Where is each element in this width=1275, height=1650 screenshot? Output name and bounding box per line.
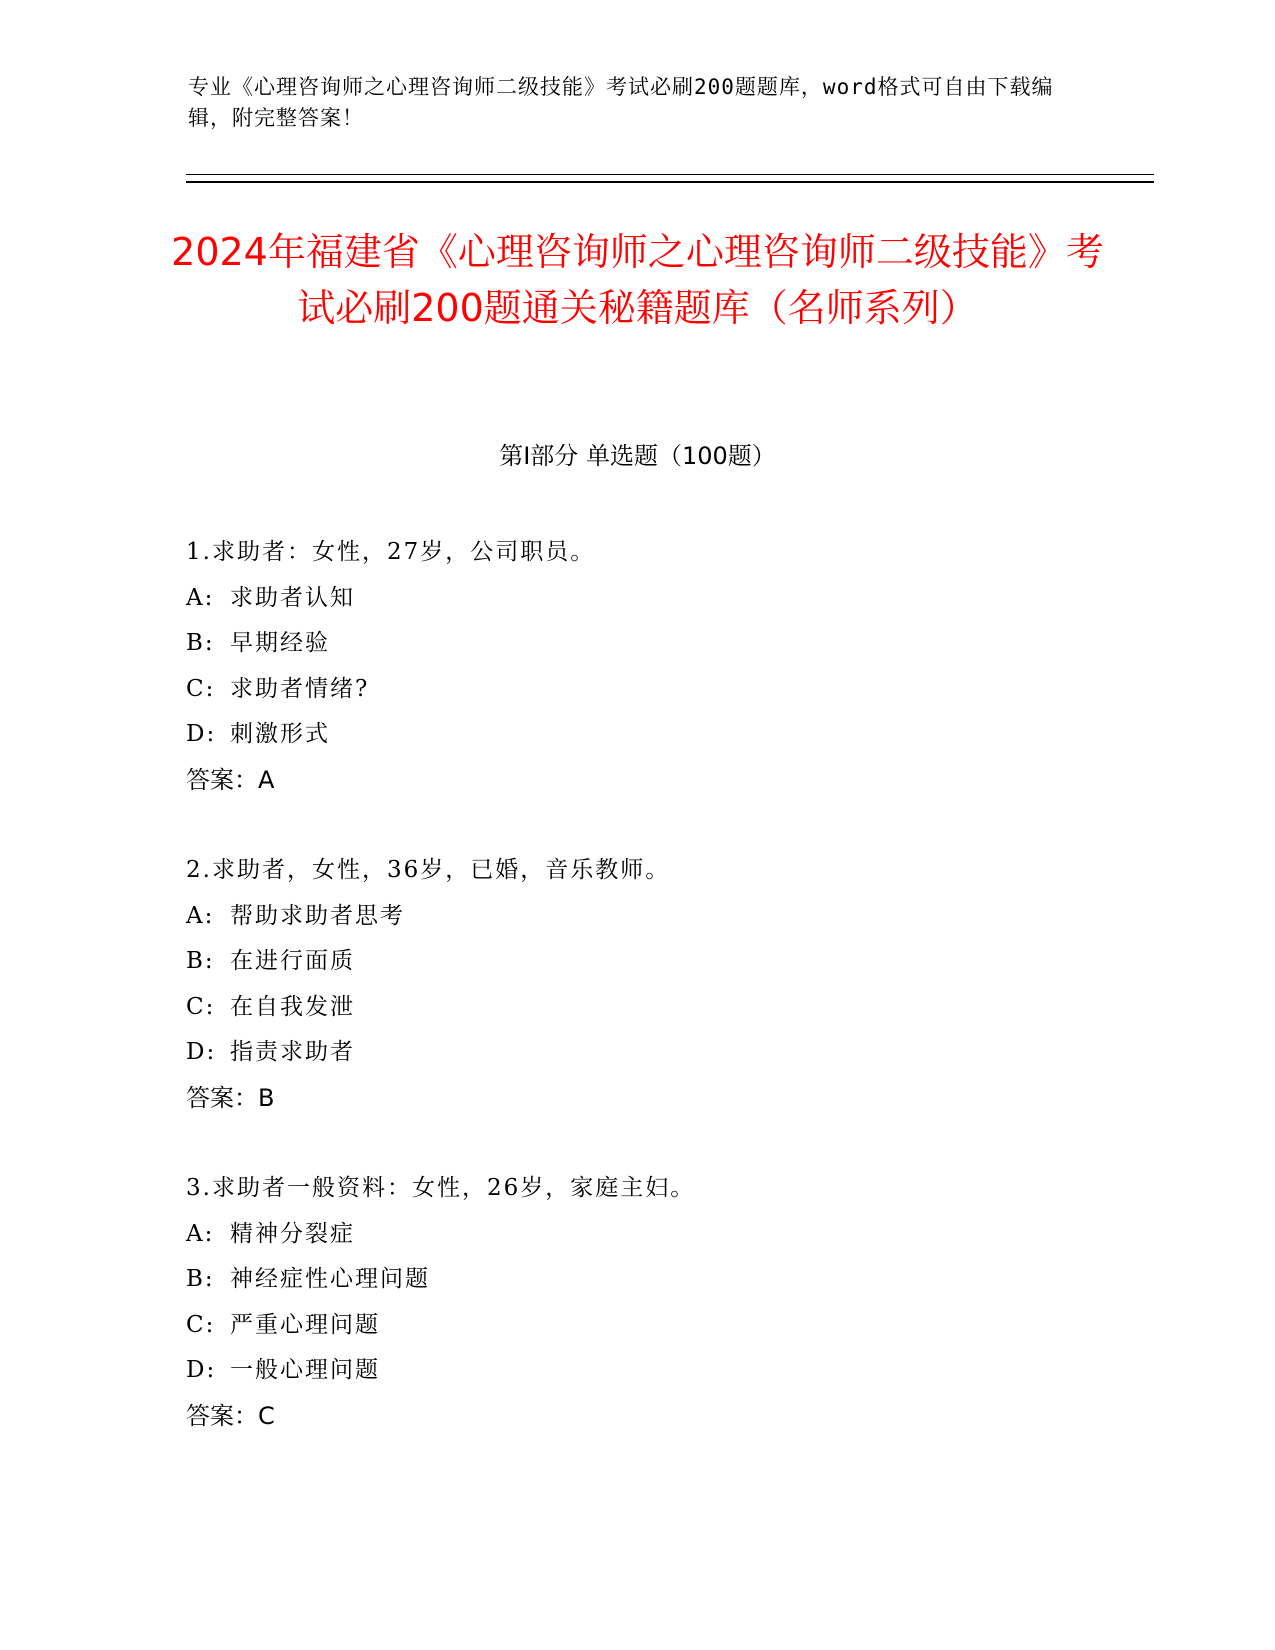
option-letter: D: bbox=[186, 1357, 217, 1383]
option-a bbox=[186, 1212, 1086, 1258]
option-text: 在自我发泄 bbox=[230, 993, 355, 1020]
option-letter: D: bbox=[186, 1039, 217, 1065]
option-text: 帮助求助者思考 bbox=[230, 902, 405, 929]
option-letter: A: bbox=[186, 902, 215, 929]
option-letter: C: bbox=[186, 993, 216, 1020]
option-text: 指责求助者 bbox=[230, 1039, 355, 1065]
option-c bbox=[186, 985, 1086, 1031]
question-list bbox=[186, 530, 1086, 1484]
option-a bbox=[186, 576, 1086, 622]
option-letter: C: bbox=[186, 675, 216, 702]
question-item bbox=[186, 848, 1086, 1121]
question-item bbox=[186, 530, 1086, 803]
option-text: 早期经验 bbox=[230, 630, 330, 656]
option-letter: B: bbox=[186, 1266, 215, 1292]
option-b bbox=[186, 939, 1086, 985]
option-text: 神经症性心理问题 bbox=[230, 1266, 430, 1292]
option-b bbox=[186, 621, 1086, 667]
option-letter: A: bbox=[186, 1220, 215, 1247]
document-intro: 专业《心理咨询师之心理咨询师二级技能》考试必刷200题题库，word格式可自由下载编辑，附完整答案！ bbox=[188, 75, 1054, 130]
option-c bbox=[186, 1303, 1086, 1349]
section-heading: 第I部分 单选题（100题） bbox=[499, 442, 776, 470]
header-divider-thin bbox=[186, 174, 1154, 175]
option-letter: B: bbox=[186, 948, 215, 974]
option-letter: C: bbox=[186, 1311, 216, 1338]
option-text: 求助者认知 bbox=[230, 584, 355, 611]
option-text: 精神分裂症 bbox=[230, 1220, 355, 1247]
option-d bbox=[186, 1348, 1086, 1394]
option-text: 严重心理问题 bbox=[230, 1311, 380, 1338]
question-stem: 1.求助者：女性，27岁，公司职员。 bbox=[186, 539, 596, 565]
option-text: 一般心理问题 bbox=[230, 1357, 380, 1383]
option-letter: B: bbox=[186, 630, 215, 656]
option-c bbox=[186, 667, 1086, 713]
option-text: 求助者情绪? bbox=[230, 675, 370, 702]
option-b bbox=[186, 1257, 1086, 1303]
option-text: 刺激形式 bbox=[230, 721, 330, 747]
question-stem: 2.求助者，女性，36岁，已婚，音乐教师。 bbox=[186, 857, 671, 883]
answer-line: 答案：C bbox=[186, 1401, 275, 1430]
option-d bbox=[186, 1030, 1086, 1076]
option-letter: D: bbox=[186, 721, 217, 747]
document-title: 2024年福建省《心理咨询师之心理咨询师二级技能》考试必刷200题通关秘籍题库（名师系列） bbox=[171, 230, 1104, 330]
option-a bbox=[186, 894, 1086, 940]
option-letter: A: bbox=[186, 584, 215, 611]
answer-line: 答案：A bbox=[186, 765, 275, 794]
question-stem: 3.求助者一般资料：女性，26岁，家庭主妇。 bbox=[186, 1175, 696, 1201]
answer-line: 答案：B bbox=[186, 1083, 275, 1112]
option-d bbox=[186, 712, 1086, 758]
option-text: 在进行面质 bbox=[230, 948, 355, 974]
question-item bbox=[186, 1166, 1086, 1439]
header-divider-thick bbox=[186, 181, 1154, 183]
